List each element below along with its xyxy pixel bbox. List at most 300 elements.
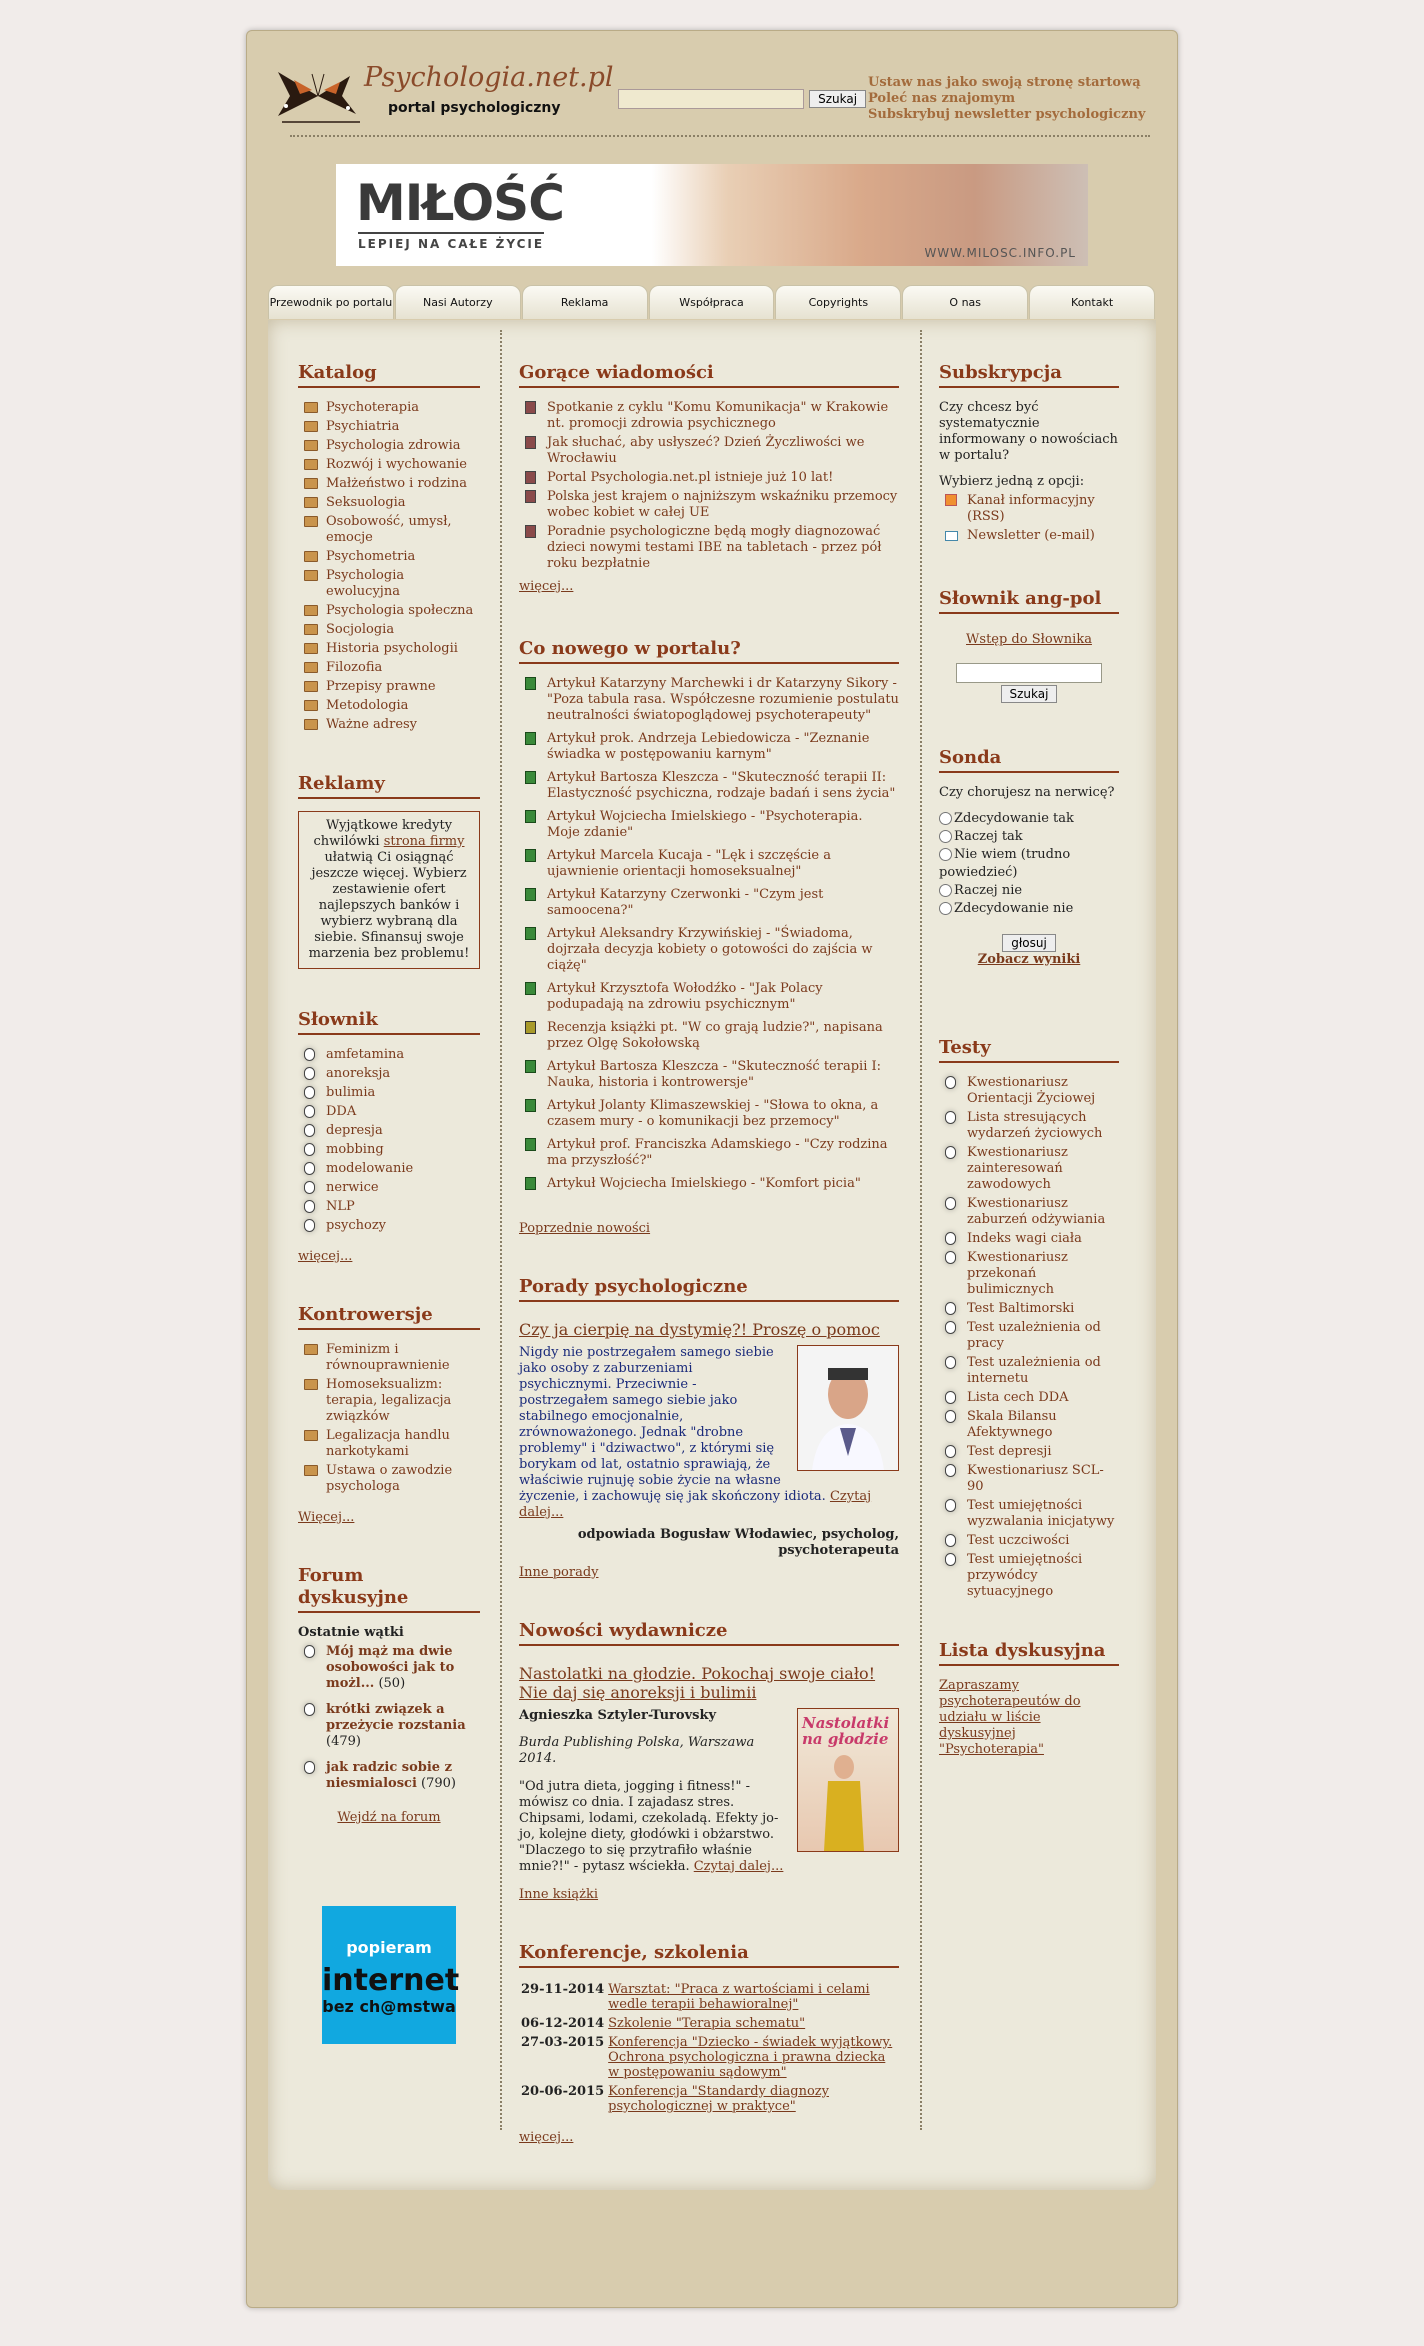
catalog-item-link[interactable]: Psychologia ewolucyjna — [326, 568, 405, 599]
test-item — [939, 1110, 1119, 1142]
ads-section — [298, 773, 480, 969]
whats-new-list — [519, 676, 899, 1192]
conference-date: 27-03-2015 — [521, 2035, 605, 2050]
test-item-link[interactable]: Kwestionariusz zainteresowań zawodowych — [967, 1145, 1068, 1192]
controversy-list — [298, 1342, 480, 1495]
whats-new-heading: Co nowego w portalu? — [519, 638, 899, 664]
catalog-item — [298, 717, 480, 733]
folder-icon — [304, 1379, 318, 1390]
tests-heading: Testy — [939, 1037, 1119, 1063]
dictionary-heading: Słownik — [298, 1009, 480, 1035]
book-text: "Od jutra dieta, jogging i fitness!" - mówisz co dnia. I zajadasz stres. Chipsami, lodami, czekoladą. Efekty jo-jo, kolejne diety, głodówki i obżarstwo. "Dlaczego to się przytrafiło właśnie mnie?!" - pytasz wściekła. — [519, 1779, 779, 1874]
advice-heading: Porady psychologiczne — [519, 1276, 899, 1302]
books-section — [519, 1620, 899, 1902]
dictionary-item-link[interactable]: NLP — [326, 1199, 355, 1214]
nav-about[interactable]: O nas — [902, 285, 1028, 319]
nav-contact[interactable]: Kontakt — [1029, 285, 1155, 319]
poll-option-label: Zdecydowanie nie — [954, 901, 1074, 916]
folder-icon — [304, 497, 318, 508]
search-button[interactable]: Szukaj — [809, 90, 866, 108]
whats-new-item — [519, 887, 899, 919]
folder-icon — [304, 700, 318, 711]
whats-new-link[interactable]: Recenzja książki pt. "W co grają ludzie?", napisana przez Olgę Sokołowską — [547, 1020, 883, 1051]
document-icon — [945, 1445, 956, 1458]
news-icon — [525, 490, 536, 503]
ad-box — [298, 811, 480, 969]
hot-news-item — [519, 489, 899, 521]
catalog-item-link[interactable]: Ważne adresy — [326, 717, 418, 732]
set-homepage-link[interactable]: Ustaw nas jako swoją stronę startową — [868, 75, 1141, 90]
hot-news-more-link[interactable]: więcej... — [519, 579, 574, 594]
article-icon — [525, 849, 536, 862]
middle-column — [519, 362, 899, 2185]
article-icon — [525, 732, 536, 745]
catalog-item-link[interactable]: Psychometria — [326, 549, 416, 564]
whats-new-item — [519, 731, 899, 763]
document-icon — [945, 1356, 956, 1369]
test-item-link[interactable]: Lista cech DDA — [967, 1390, 1069, 1405]
folder-icon — [304, 643, 318, 654]
forum-thread-list — [298, 1644, 480, 1792]
catalog-item — [298, 438, 480, 454]
advice-answer: odpowiada Bogusław Włodawiec, psycholog, psychoterapeuta — [577, 1527, 899, 1558]
dictionary-item-link[interactable]: anoreksja — [326, 1066, 391, 1081]
dictionary-item-link[interactable]: psychozy — [326, 1218, 387, 1233]
whats-new-link[interactable]: Artykuł Marcela Kucaja - "Lęk i szczęście a ujawnienie orientacji homoseksualnej" — [547, 848, 831, 879]
hot-news-list — [519, 400, 899, 572]
forum-thread-count: (479) — [326, 1734, 361, 1749]
document-icon — [945, 1464, 956, 1477]
mailing-list-heading: Lista dyskusyjna — [939, 1640, 1119, 1666]
test-item — [939, 1231, 1119, 1247]
newsletter-email-link[interactable]: Newsletter (e-mail) — [967, 528, 1095, 543]
folder-icon — [304, 570, 318, 581]
test-item-link[interactable]: Test depresji — [967, 1444, 1052, 1459]
catalog-list — [298, 400, 480, 733]
catalog-item — [298, 419, 480, 435]
dictionary-item — [298, 1180, 480, 1196]
hot-news-item — [519, 470, 899, 486]
test-item-link[interactable]: Test Baltimorski — [967, 1301, 1075, 1316]
catalog-item-link[interactable]: Socjologia — [326, 622, 395, 637]
test-item — [939, 1463, 1119, 1495]
nav-guide[interactable]: Przewodnik po portalu — [268, 285, 394, 319]
hot-news-item-link[interactable]: Portal Psychologia.net.pl istnieje już 10 lat! — [547, 470, 834, 485]
subscription-heading: Subskrypcja — [939, 362, 1119, 388]
hot-news-item — [519, 435, 899, 467]
poll-radio[interactable] — [939, 812, 952, 825]
badge-line-3: bez ch@mstwa — [322, 1997, 456, 2016]
forum-thread-count: (50) — [378, 1676, 406, 1691]
poll-question: Czy chorujesz na nerwicę? — [939, 785, 1115, 800]
catalog-item — [298, 549, 480, 565]
dictionary-item — [298, 1123, 480, 1139]
test-item-link[interactable]: Test umiejętności wyzwalania inicjatywy — [967, 1498, 1115, 1529]
test-item — [939, 1355, 1119, 1387]
catalog-section — [298, 362, 480, 733]
folder-icon — [304, 1344, 318, 1355]
table-row — [519, 2082, 899, 2116]
document-icon — [945, 1553, 956, 1566]
poll-radio[interactable] — [939, 902, 952, 915]
dictionary-item-link[interactable]: amfetamina — [326, 1047, 405, 1062]
left-column — [298, 362, 480, 1865]
poll-section — [939, 747, 1119, 967]
whats-new-item — [519, 1098, 899, 1130]
dict-search-button[interactable]: Szukaj — [1001, 685, 1058, 703]
poll-option-label: Raczej tak — [954, 829, 1023, 844]
test-item-link[interactable]: Kwestionariusz SCL-90 — [967, 1463, 1104, 1494]
hot-news-item-link[interactable]: Spotkanie z cyklu "Komu Komunikacja" w Krakowie nt. promocji zdrowia psychicznego — [547, 400, 889, 431]
table-row — [519, 2033, 899, 2082]
ad-link[interactable]: strona firmy — [383, 834, 465, 849]
previous-news-link[interactable]: Poprzednie nowości — [519, 1221, 651, 1236]
dictionary-item — [298, 1161, 480, 1177]
document-icon — [945, 1251, 956, 1264]
book-cover-text: Nastolatki na głodzie — [802, 1714, 890, 1748]
test-item — [939, 1301, 1119, 1317]
catalog-item-link[interactable]: Przepisy prawne — [326, 679, 436, 694]
column-separator — [500, 330, 502, 2130]
whats-new-link[interactable]: Artykuł Bartosza Kleszcza - "Skuteczność terapii II: Elastyczność psychiczna, rodzaje badań i sens życia" — [547, 770, 896, 801]
controversy-item — [298, 1463, 480, 1495]
mailing-list-section — [939, 1640, 1119, 1758]
conference-date: 06-12-2014 — [521, 2016, 605, 2031]
conferences-more-link[interactable]: więcej... — [519, 2130, 574, 2145]
whats-new-link[interactable]: Artykuł Wojciecha Imielskiego - "Komfort picia" — [547, 1176, 861, 1191]
dictionary-item-link[interactable]: DDA — [326, 1104, 357, 1119]
catalog-item — [298, 495, 480, 511]
hot-news-item-link[interactable]: Polska jest krajem o najniższym wskaźniku przemocy wobec kobiet w całej UE — [547, 489, 898, 520]
test-item — [939, 1390, 1119, 1406]
folder-icon — [304, 719, 318, 730]
folder-icon — [304, 421, 318, 432]
dictionary-item-link[interactable]: mobbing — [326, 1142, 384, 1157]
whats-new-link[interactable]: Artykuł Bartosza Kleszcza - "Skuteczność terapii I: Nauka, historia i kontrowersje" — [547, 1059, 881, 1090]
controversy-item-link[interactable]: Feminizm i równouprawnienie — [326, 1342, 450, 1373]
books-heading: Nowości wydawnicze — [519, 1620, 899, 1646]
poll-heading: Sonda — [939, 747, 1119, 773]
advice-section — [519, 1276, 899, 1580]
banner-url: WWW.MILOSC.INFO.PL — [924, 246, 1076, 260]
whats-new-link[interactable]: Artykuł Aleksandry Krzywińskiej - "Świadoma, dojrzała decyzja kobiety o gotowości do zajścia w ciążę" — [547, 926, 873, 973]
whats-new-link[interactable]: Artykuł prof. Franciszka Adamskiego - "Czy rodzina ma przyszłość?" — [547, 1137, 888, 1168]
column-separator — [920, 330, 922, 2130]
news-icon — [525, 436, 536, 449]
test-item — [939, 1145, 1119, 1193]
conference-cell — [606, 2033, 899, 2082]
catalog-item-link[interactable]: Historia psychologii — [326, 641, 458, 656]
nav-cooperation[interactable]: Współpraca — [649, 285, 775, 319]
catalog-item — [298, 641, 480, 657]
forum-thread — [298, 1760, 480, 1792]
article-icon — [525, 810, 536, 823]
test-item — [939, 1075, 1119, 1107]
table-row — [519, 2014, 899, 2033]
campaign-badge[interactable] — [322, 1906, 460, 2044]
nav-copyrights[interactable]: Copyrights — [775, 285, 901, 319]
poll-radio[interactable] — [939, 884, 952, 897]
dictionary-section — [298, 1009, 480, 1264]
dictionary-item — [298, 1142, 480, 1158]
catalog-item — [298, 400, 480, 416]
document-icon — [304, 1200, 315, 1213]
controversy-item-link[interactable]: Ustawa o zawodzie psychologa — [326, 1463, 453, 1494]
top-links — [868, 75, 1145, 123]
logo-title: Psychologia.net.pl — [364, 62, 614, 93]
mail-icon — [945, 531, 958, 541]
subscription-choose: Wybierz jedną z opcji: — [939, 474, 1085, 489]
banner-subtitle: LEPIEJ NA CAŁE ŻYCIE — [358, 232, 544, 251]
test-item-link[interactable]: Test uczciwości — [967, 1533, 1070, 1548]
document-icon — [304, 1105, 315, 1118]
poll-radio[interactable] — [939, 830, 952, 843]
forum-thread-link[interactable]: Mój mąż ma dwie osobowości jak to możl... — [326, 1644, 455, 1691]
document-icon — [945, 1076, 956, 1089]
catalog-item-link[interactable]: Osobowość, umysł, emocje — [326, 514, 452, 545]
poll-option-label: Raczej nie — [954, 883, 1023, 898]
site-logo[interactable] — [272, 62, 614, 132]
badge-line-1: popieram — [346, 1938, 432, 1957]
whats-new-item — [519, 981, 899, 1013]
poll-option — [939, 882, 1119, 900]
test-item-link[interactable]: Test umiejętności przywódcy sytuacyjnego — [967, 1552, 1083, 1599]
conference-link[interactable]: Szkolenie "Terapia schematu" — [608, 2016, 806, 2031]
advisor-photo — [797, 1345, 899, 1471]
folder-icon — [304, 624, 318, 635]
controversy-heading: Kontrowersje — [298, 1304, 480, 1330]
dictionary-item-link[interactable]: depresja — [326, 1123, 383, 1138]
article-icon — [525, 1177, 536, 1190]
badge-line-2: internet — [322, 1963, 460, 1998]
forum-enter-link[interactable]: Wejdź na forum — [337, 1810, 441, 1825]
poll-option-label: Nie wiem (trudno powiedzieć) — [939, 847, 1071, 880]
document-icon — [945, 1146, 956, 1159]
whats-new-link[interactable]: Artykuł Krzysztofa Wołodźko - "Jak Polacy podupadają na zdrowiu psychicznym" — [547, 981, 823, 1012]
folder-icon — [304, 440, 318, 451]
document-icon — [945, 1499, 956, 1512]
book-read-more[interactable]: Czytaj dalej... — [693, 1859, 784, 1874]
article-icon — [525, 771, 536, 784]
recommend-link[interactable]: Poleć nas znajomym — [868, 91, 1016, 106]
ad-text-a: Wyjątkowe kredyty chwilówki — [313, 818, 453, 849]
test-item — [939, 1552, 1119, 1600]
conference-cell — [606, 1980, 899, 2014]
catalog-item — [298, 568, 480, 600]
test-item — [939, 1409, 1119, 1441]
rss-link[interactable]: Kanał informacyjny (RSS) — [967, 493, 1095, 524]
rss-icon — [945, 494, 957, 506]
butterfly-icon — [272, 66, 364, 126]
poll-option — [939, 828, 1119, 846]
catalog-item — [298, 514, 480, 546]
conference-link[interactable]: Warsztat: "Praca z wartościami i celami wedle terapii behawioralnej" — [608, 1982, 870, 2012]
folder-icon — [304, 551, 318, 562]
catalog-item-link[interactable]: Psychologia zdrowia — [326, 438, 461, 453]
conference-link[interactable]: Konferencja "Dziecko - świadek wyjątkowy. Ochrona psychologiczna i prawna dziecka w postępowaniu sądowym" — [608, 2035, 893, 2080]
forum-thread-link[interactable]: jak radzic sobie z niesmialosci — [326, 1760, 452, 1791]
catalog-item — [298, 457, 480, 473]
dict-intro-link[interactable]: Wstęp do Słownika — [966, 632, 1092, 647]
whats-new-item — [519, 926, 899, 974]
folder-icon — [304, 681, 318, 692]
news-icon — [525, 525, 536, 538]
hot-news-item-link[interactable]: Poradnie psychologiczne będą mogły diagnozować dzieci nowymi testami IBE na tabletach - przez pół roku bezpłatnie — [547, 524, 882, 571]
whats-new-item — [519, 1176, 899, 1192]
book-title[interactable]: Nastolatki na głodzie. Pokochaj swoje ciało! Nie daj się anoreksji i bulimii — [519, 1664, 876, 1702]
document-icon — [304, 1086, 315, 1099]
test-item-link[interactable]: Test uzależnienia od pracy — [967, 1320, 1101, 1351]
catalog-item — [298, 660, 480, 676]
folder-icon — [304, 459, 318, 470]
catalog-item — [298, 603, 480, 619]
catalog-item-link[interactable]: Psychoterapia — [326, 400, 420, 415]
whats-new-link[interactable]: Artykuł prok. Andrzeja Lebiedowicza - "Zeznanie świadka w postępowaniu karnym" — [547, 731, 870, 762]
hot-news-item-link[interactable]: Jak słuchać, aby usłyszeć? Dzień Życzliwości we Wrocławiu — [547, 435, 865, 466]
forum-section — [298, 1565, 480, 1825]
mailing-list-link[interactable]: Zapraszamy psychoterapeutów do udziału w liście dyskusyjnej "Psychoterapia" — [939, 1678, 1081, 1757]
controversy-item — [298, 1342, 480, 1374]
catalog-item-link[interactable]: Psychologia społeczna — [326, 603, 474, 618]
dictionary-item-link[interactable]: modelowanie — [326, 1161, 414, 1176]
test-item-link[interactable]: Kwestionariusz zaburzeń odżywiania — [967, 1196, 1106, 1227]
test-item-link[interactable]: Indeks wagi ciała — [967, 1231, 1082, 1246]
controversy-more-link[interactable]: Więcej... — [298, 1510, 355, 1525]
forum-subtitle: Ostatnie wątki — [298, 1625, 404, 1640]
poll-option — [939, 900, 1119, 918]
subscription-text: Czy chcesz być systematycznie informowany o nowościach w portalu? — [939, 400, 1118, 463]
whats-new-link[interactable]: Artykuł Katarzyny Marchewki i dr Katarzyny Sikory - "Poza tabula rasa. Współczesne rozumienie postulatu neutralności światopoglądowej psychoterapeuty" — [547, 676, 899, 723]
catalog-item-link[interactable]: Filozofia — [326, 660, 383, 675]
catalog-item — [298, 698, 480, 714]
forum-thread-link[interactable]: krótki związek a przeżycie rozstania — [326, 1702, 466, 1733]
poll-results-link[interactable]: Zobacz wyniki — [977, 952, 1081, 967]
dictionary-item — [298, 1047, 480, 1063]
article-icon — [525, 888, 536, 901]
search-input[interactable] — [618, 89, 804, 109]
whats-new-link[interactable]: Artykuł Wojciecha Imielskiego - "Psychoterapia. Moje zdanie" — [547, 809, 863, 840]
document-icon — [304, 1703, 315, 1716]
hot-news-item — [519, 524, 899, 572]
banner-title: MIŁOŚĆ — [356, 174, 564, 232]
catalog-item-link[interactable]: Rozwój i wychowanie — [326, 457, 467, 472]
other-advice-link[interactable]: Inne porady — [519, 1565, 599, 1580]
whats-new-link[interactable]: Artykuł Katarzyny Czerwonki - "Czym jest samoocena?" — [547, 887, 824, 918]
dictionary-list — [298, 1047, 480, 1234]
controversy-item-link[interactable]: Legalizacja handlu narkotykami — [326, 1428, 450, 1459]
folder-icon — [304, 1465, 318, 1476]
ad-banner[interactable] — [336, 164, 1088, 266]
document-icon — [945, 1391, 956, 1404]
dict-search-input[interactable] — [956, 663, 1102, 683]
test-item — [939, 1533, 1119, 1549]
person-photo-icon — [798, 1346, 898, 1470]
document-icon — [945, 1111, 956, 1124]
controversy-item-link[interactable]: Homoseksualizm: terapia, legalizacja związków — [326, 1377, 452, 1424]
document-icon — [945, 1321, 956, 1334]
test-item-link[interactable]: Lista stresujących wydarzeń życiowych — [967, 1110, 1103, 1141]
test-item-link[interactable]: Skala Bilansu Afektywnego — [967, 1409, 1057, 1440]
whats-new-item — [519, 1137, 899, 1169]
whats-new-item — [519, 770, 899, 802]
book-cover-figure-icon — [798, 1709, 898, 1851]
advice-text: Nigdy nie postrzegałem samego siebie jako osoby z zaburzeniami psychicznymi. Przeciwnie - postrzegałem samego siebie jako stabilnego emocjonalnie, zrównoważonego. Jednak "drobne problemy" i "dziwactwo", z którymi się borykam od lat, ostatnio sprawiają, że właściwie rujnuję sobie życie na własne życzenie, i zachowuję się jak skończony idiota. — [519, 1345, 826, 1504]
folder-icon — [304, 516, 318, 527]
advice-article-title[interactable]: Czy ja cierpię na dystymię?! Proszę o pomoc — [519, 1320, 880, 1339]
poll-options — [939, 810, 1119, 918]
folder-icon — [304, 478, 318, 489]
document-icon — [945, 1534, 956, 1547]
top-search — [618, 88, 866, 109]
test-item-link[interactable]: Test uzależnienia od internetu — [967, 1355, 1101, 1386]
catalog-item-link[interactable]: Małżeństwo i rodzina — [326, 476, 467, 491]
dict-heading: Słownik ang-pol — [939, 588, 1119, 614]
dictionary-item — [298, 1066, 480, 1082]
conferences-table — [519, 1980, 899, 2116]
right-column — [939, 362, 1119, 1798]
folder-icon — [304, 662, 318, 673]
article-icon — [525, 1060, 536, 1073]
conference-cell — [606, 2014, 899, 2033]
test-item-link[interactable]: Kwestionariusz Orientacji Życiowej — [967, 1075, 1096, 1106]
other-books-link[interactable]: Inne książki — [519, 1887, 599, 1902]
conference-link[interactable]: Konferencja "Standardy diagnozy psychologicznej w praktyce" — [608, 2084, 829, 2114]
catalog-item — [298, 679, 480, 695]
test-item — [939, 1444, 1119, 1460]
catalog-item — [298, 476, 480, 492]
vote-button[interactable]: głosuj — [1002, 934, 1056, 952]
forum-thread — [298, 1644, 480, 1692]
catalog-item-link[interactable]: Psychiatria — [326, 419, 400, 434]
test-item-link[interactable]: Kwestionariusz przekonań bulimicznych — [967, 1250, 1068, 1297]
nav-authors[interactable]: Nasi Autorzy — [395, 285, 521, 319]
dictionary-more-link[interactable]: więcej... — [298, 1249, 353, 1264]
whats-new-link[interactable]: Artykuł Jolanty Klimaszewskiej - "Słowa to okna, a czasem mury - o komunikacji bez przemocy" — [547, 1098, 879, 1129]
newsletter-link[interactable]: Subskrybuj newsletter psychologiczny — [868, 107, 1146, 122]
document-icon — [945, 1197, 956, 1210]
book-cover — [797, 1708, 899, 1852]
book-icon — [525, 1021, 536, 1034]
controversy-item — [298, 1428, 480, 1460]
test-item — [939, 1320, 1119, 1352]
ad-text-b: ułatwią Ci osiągnąć jeszcze więcej. Wybierz zestawienie ofert najlepszych banków i wybierz wybraną dla siebie. Sfinansuj swoje marzenia bez problemu! — [308, 850, 470, 961]
tests-section — [939, 1037, 1119, 1600]
advice-read-more[interactable]: Czytaj dalej... — [519, 1489, 872, 1520]
forum-thread — [298, 1702, 480, 1750]
folder-icon — [304, 605, 318, 616]
article-icon — [525, 677, 536, 690]
document-icon — [304, 1124, 315, 1137]
catalog-item-link[interactable]: Metodologia — [326, 698, 409, 713]
test-item — [939, 1498, 1119, 1530]
catalog-item — [298, 622, 480, 638]
nav-ads[interactable]: Reklama — [522, 285, 648, 319]
document-icon — [304, 1645, 315, 1658]
document-icon — [945, 1302, 956, 1315]
dictionary-item-link[interactable]: bulimia — [326, 1085, 376, 1100]
catalog-item-link[interactable]: Seksuologia — [326, 495, 406, 510]
catalog-heading: Katalog — [298, 362, 480, 388]
dictionary-item — [298, 1199, 480, 1215]
poll-option-label: Zdecydowanie tak — [954, 811, 1074, 826]
controversy-section — [298, 1304, 480, 1525]
conference-date: 20-06-2015 — [521, 2084, 605, 2099]
poll-radio[interactable] — [939, 848, 952, 861]
book-publisher: Burda Publishing Polska, Warszawa 2014. — [519, 1735, 755, 1766]
whats-new-item — [519, 676, 899, 724]
dictionary-item-link[interactable]: nerwice — [326, 1180, 379, 1195]
article-icon — [525, 927, 536, 940]
